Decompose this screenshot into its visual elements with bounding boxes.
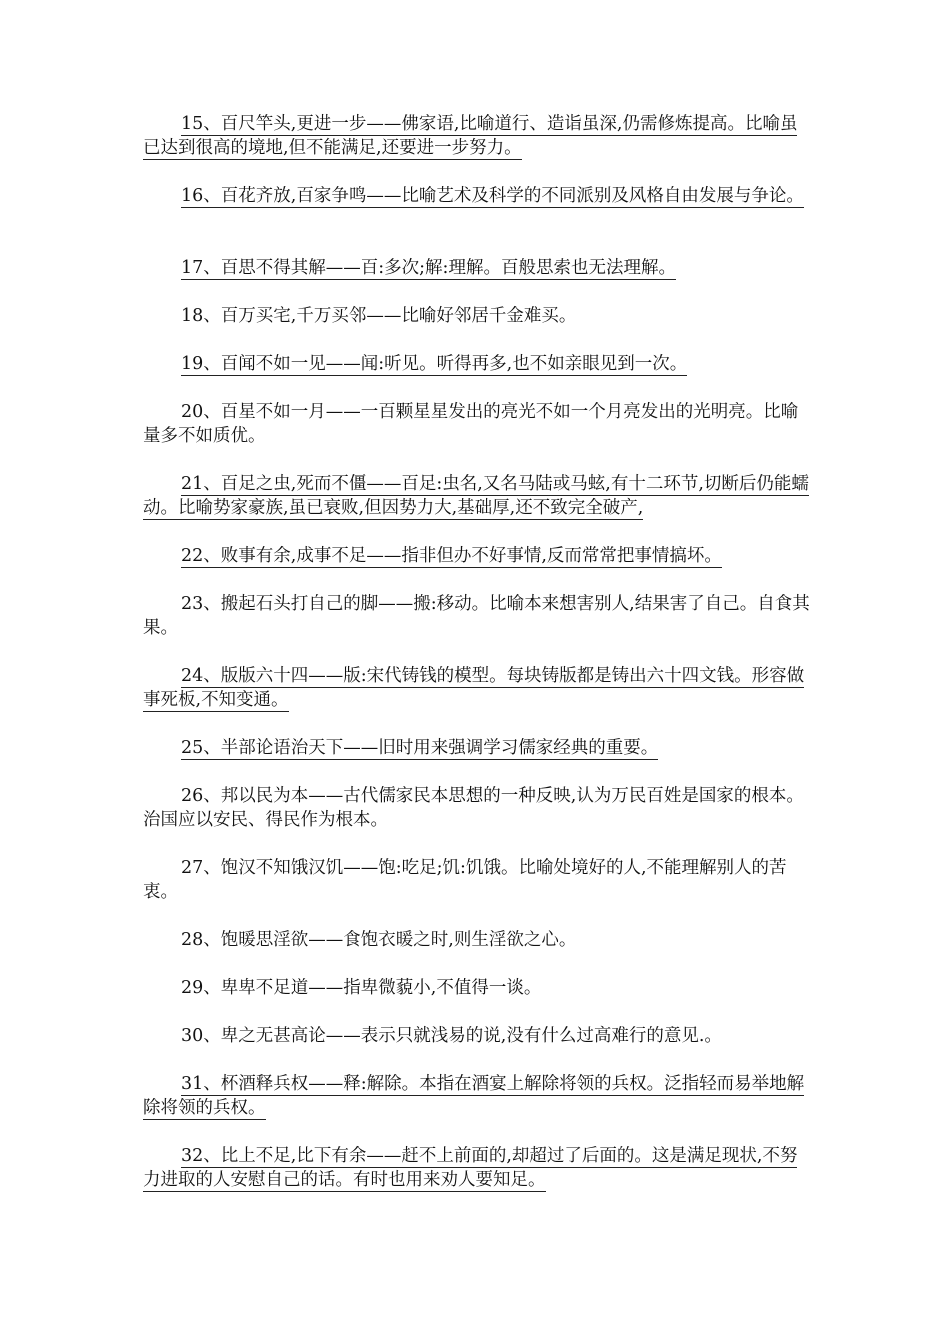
entry-text: 18、百万买宅,千万买邻——比喻好邻居千金难买。	[181, 306, 577, 326]
entry-text: 27、饱汉不知饿汉饥——饱:吃足;饥:饥饿。比喻处境好的人,不能理解别人的苦衷。	[143, 858, 787, 902]
entry-text: 22、败事有余,成事不足——指非但办不好事情,反而常常把事情搞坏。	[181, 546, 722, 566]
entry-text: 25、半部论语治天下——旧时用来强调学习儒家经典的重要。	[181, 738, 659, 758]
entry-text: 26、邦以民为本——古代儒家民本思想的一种反映,认为万民百姓是国家的根本。治国应以安民、得民作为根本。	[143, 786, 804, 830]
entry-text: 31、杯酒释兵权——释:解除。本指在酒宴上解除将领的兵权。泛指轻而易举地解除将领的兵权。	[143, 1074, 805, 1118]
entry-17	[143, 256, 676, 280]
entry-32	[143, 1144, 811, 1192]
entry-30	[143, 1024, 722, 1048]
entry-text: 20、百星不如一月——一百颗星星发出的亮光不如一个月亮发出的光明亮。比喻量多不如质优。	[143, 402, 799, 446]
entry-text: 29、卑卑不足道——指卑微藐小,不值得一谈。	[181, 978, 542, 998]
entry-text: 17、百思不得其解——百:多次;解:理解。百般思索也无法理解。	[181, 258, 676, 278]
entry-text: 30、卑之无甚高论——表示只就浅易的说,没有什么过高难行的意见.。	[181, 1026, 722, 1046]
entry-21	[143, 472, 811, 520]
entry-25	[143, 736, 658, 760]
entry-text: 16、百花齐放,百家争鸣——比喻艺术及科学的不同派别及风格自由发展与争论。	[181, 186, 804, 206]
entry-text: 19、百闻不如一见——闻:听见。听得再多,也不如亲眼见到一次。	[181, 354, 688, 374]
entry-26	[143, 784, 811, 832]
entry-27	[143, 856, 811, 904]
entry-19	[143, 352, 687, 376]
entry-18	[143, 304, 576, 328]
entry-text: 32、比上不足,比下有余——赶不上前面的,却超过了后面的。这是满足现状,不努力进取的人安慰自己的话。有时也用来劝人要知足。	[143, 1146, 798, 1190]
entry-28	[143, 928, 576, 952]
entry-16	[143, 184, 804, 208]
entry-29	[143, 976, 541, 1000]
entry-24	[143, 664, 811, 712]
entry-31	[143, 1072, 811, 1120]
entry-23	[143, 592, 811, 640]
entry-text: 15、百尺竿头,更进一步——佛家语,比喻道行、造诣虽深,仍需修炼提高。比喻虽已达到很高的境地,但不能满足,还要进一步努力。	[143, 114, 798, 158]
entry-15	[143, 112, 811, 160]
entry-text: 28、饱暖思淫欲——食饱衣暖之时,则生淫欲之心。	[181, 930, 577, 950]
entry-text: 23、搬起石头打自己的脚——搬:移动。比喻本来想害别人,结果害了自己。自食其果。	[143, 594, 810, 638]
entry-text: 24、版版六十四——版:宋代铸钱的模型。每块铸版都是铸出六十四文钱。形容做事死板,不知变通。	[143, 666, 805, 710]
entry-22	[143, 544, 722, 568]
entry-text: 21、百足之虫,死而不僵——百足:虫名,又名马陆或马蚿,有十二环节,切断后仍能蠕动。比喻势家豪族,虽已衰败,但因势力大,基础厚,还不致完全破产,	[143, 474, 809, 518]
entry-20	[143, 400, 811, 448]
